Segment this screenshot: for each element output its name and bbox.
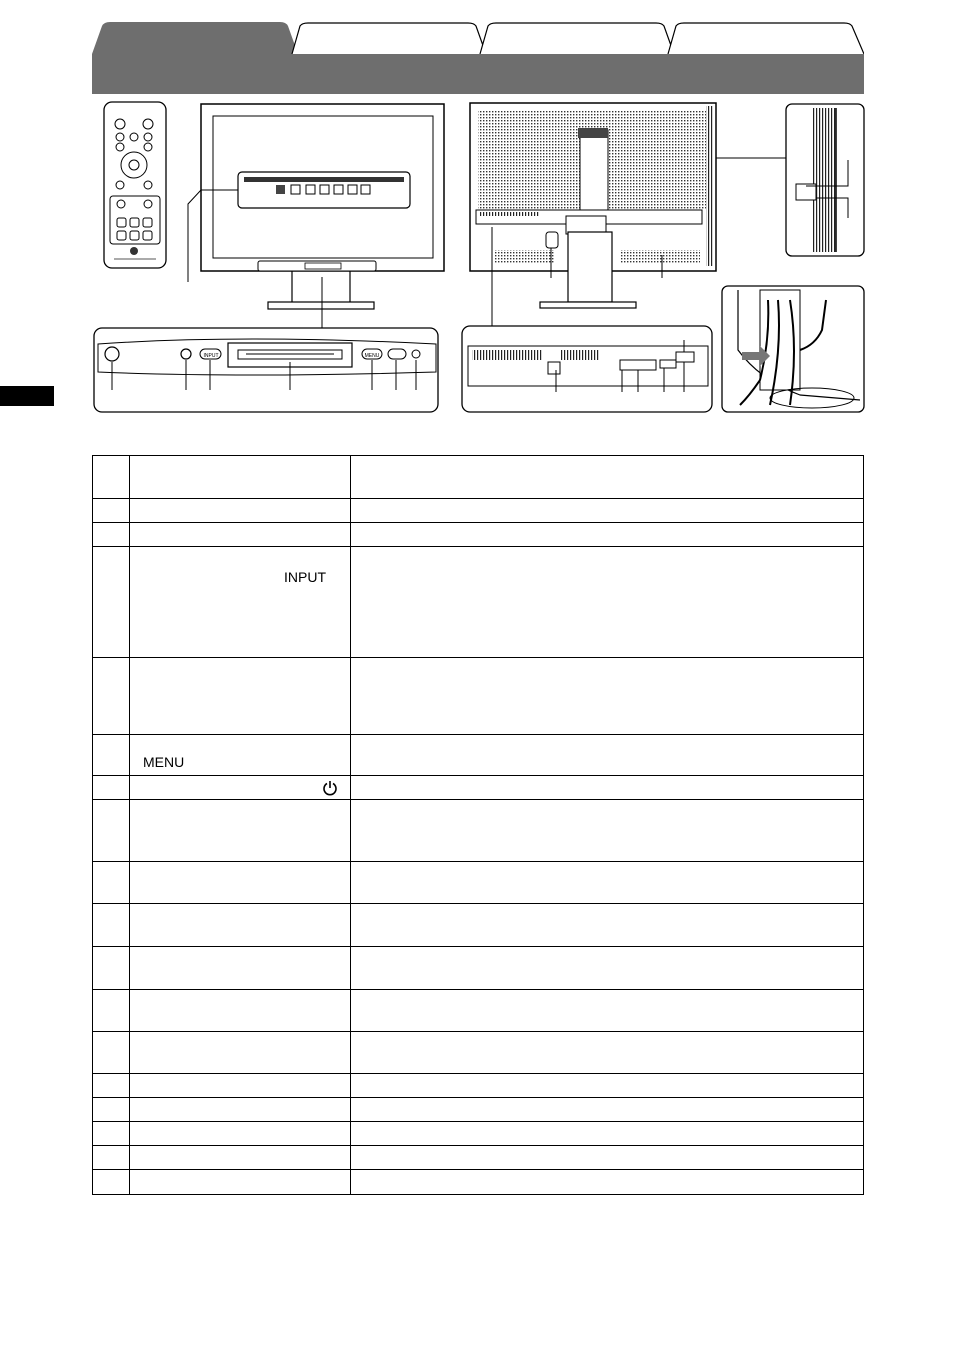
parts-table [92,455,864,1195]
table-row [93,735,864,776]
monitor-diagram [0,0,954,420]
table-row [93,499,864,523]
table-row [93,1122,864,1146]
power-icon [130,776,350,799]
rear-connector-panel [462,326,712,412]
table-row [93,904,864,947]
panel-input-text: INPUT [203,353,219,359]
table-row [93,776,864,800]
table-row [93,990,864,1032]
table-row [93,523,864,547]
input-button-label: INPUT [284,569,326,585]
table-row [93,1146,864,1170]
cable-management-detail [722,286,864,412]
menu-button-label: MENU [143,754,185,770]
table-row [93,456,864,499]
side-detail [786,104,864,256]
front-control-panel [94,328,438,412]
table-row [93,800,864,862]
remote-control [104,102,166,268]
table-row [93,1032,864,1074]
table-row [93,1074,864,1098]
panel-menu-text: MENU [364,353,380,359]
table-row [93,547,864,658]
table-row [93,1098,864,1122]
table-row [93,1170,864,1195]
table-row [93,658,864,735]
table-row [93,947,864,990]
monitor-front [188,104,444,328]
table-row [93,862,864,904]
